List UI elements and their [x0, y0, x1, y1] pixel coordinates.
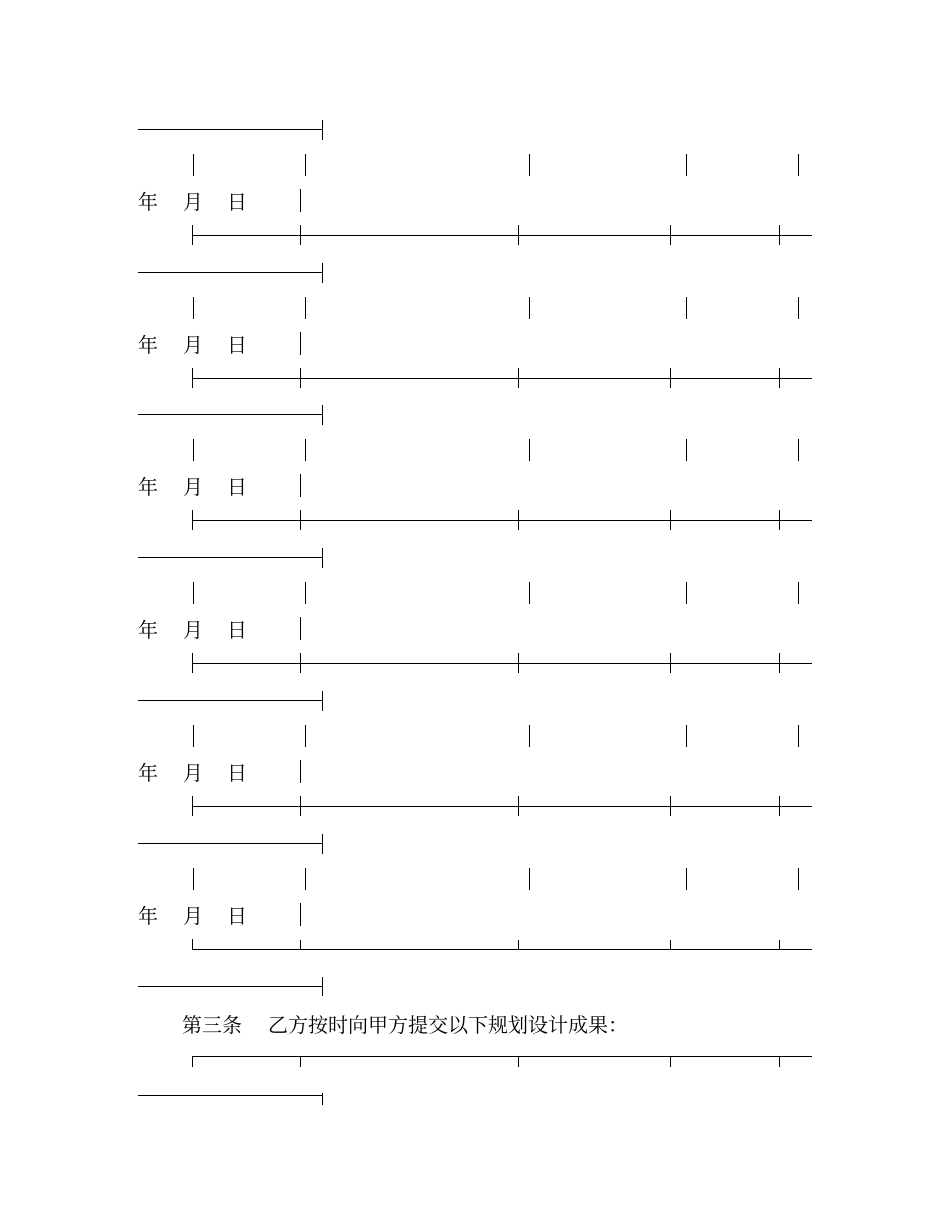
table-corner-tick [192, 1056, 193, 1067]
column-separator-tick [193, 868, 194, 890]
column-separator-tick [798, 725, 799, 747]
table-top-border [192, 1056, 812, 1057]
underline-end-tick [322, 405, 323, 425]
underline-end-tick [322, 834, 323, 854]
table-grid-tick [670, 225, 671, 245]
underline-end-tick [322, 263, 323, 283]
date-year: 年 [138, 761, 158, 785]
table-grid-tick [670, 368, 671, 388]
table-grid-tick [670, 510, 671, 530]
column-separator-tick [529, 297, 530, 319]
table-grid-tick [192, 653, 193, 673]
table-grid-tick [300, 510, 301, 530]
underline-end-tick [322, 120, 323, 140]
date-separator-tick [300, 189, 301, 212]
table-corner-tick [192, 939, 193, 950]
underline-end-tick [322, 1093, 323, 1105]
table-grid-tick [670, 1056, 671, 1067]
date-separator-tick [300, 332, 301, 355]
table-grid-tick [779, 368, 780, 388]
short-underline [138, 414, 322, 415]
table-grid-tick [300, 653, 301, 673]
column-separator-tick [529, 154, 530, 176]
table-grid-tick [779, 510, 780, 530]
column-separator-tick [193, 297, 194, 319]
table-grid-tick [300, 368, 301, 388]
table-grid-tick [670, 796, 671, 816]
column-separator-tick [686, 154, 687, 176]
column-separator-tick [305, 868, 306, 890]
column-separator-tick [798, 439, 799, 461]
table-grid-tick [779, 1056, 780, 1067]
underline-end-tick [322, 977, 323, 996]
table-grid-tick [192, 796, 193, 816]
column-separator-tick [686, 725, 687, 747]
date-separator-tick [300, 760, 301, 783]
table-grid-tick [518, 1056, 519, 1067]
table-grid-tick [779, 225, 780, 245]
table-grid-line [192, 949, 812, 950]
column-separator-tick [686, 439, 687, 461]
clause-text: 乙方按时向甲方提交以下规划设计成果： [268, 1013, 628, 1037]
date-separator-tick [300, 903, 301, 926]
column-separator-tick [798, 582, 799, 604]
date-month: 月 [183, 904, 203, 928]
table-grid-tick [192, 225, 193, 245]
clause-number: 第三条 [182, 1013, 242, 1037]
date-year: 年 [138, 475, 158, 499]
table-grid-line [192, 806, 812, 807]
date-month: 月 [183, 475, 203, 499]
table-grid-tick [300, 796, 301, 816]
table-grid-tick [518, 653, 519, 673]
table-grid-tick [670, 940, 671, 950]
column-separator-tick [193, 725, 194, 747]
table-grid-line [192, 520, 812, 521]
column-separator-tick [193, 582, 194, 604]
short-underline [138, 272, 322, 273]
table-grid-tick [300, 1056, 301, 1067]
table-grid-tick [518, 796, 519, 816]
column-separator-tick [798, 868, 799, 890]
table-grid-line [192, 663, 812, 664]
column-separator-tick [529, 725, 530, 747]
column-separator-tick [305, 582, 306, 604]
table-grid-line [192, 378, 812, 379]
column-separator-tick [686, 297, 687, 319]
date-day: 日 [227, 904, 247, 928]
column-separator-tick [686, 868, 687, 890]
table-grid-tick [518, 510, 519, 530]
short-underline [138, 700, 322, 701]
column-separator-tick [305, 439, 306, 461]
date-month: 月 [183, 190, 203, 214]
date-year: 年 [138, 618, 158, 642]
table-grid-tick [192, 368, 193, 388]
column-separator-tick [305, 725, 306, 747]
short-underline [138, 129, 322, 130]
date-day: 日 [227, 190, 247, 214]
date-year: 年 [138, 190, 158, 214]
table-grid-tick [300, 225, 301, 245]
table-grid-tick [192, 510, 193, 530]
underline-end-tick [322, 691, 323, 711]
column-separator-tick [529, 868, 530, 890]
column-separator-tick [193, 154, 194, 176]
table-grid-tick [518, 225, 519, 245]
short-underline [138, 1095, 322, 1096]
underline-end-tick [322, 548, 323, 568]
column-separator-tick [798, 297, 799, 319]
column-separator-tick [305, 297, 306, 319]
short-underline [138, 557, 322, 558]
column-separator-tick [798, 154, 799, 176]
clause-heading [182, 1013, 628, 1037]
date-month: 月 [183, 761, 203, 785]
column-separator-tick [529, 582, 530, 604]
table-grid-tick [670, 653, 671, 673]
date-year: 年 [138, 333, 158, 357]
date-month: 月 [183, 618, 203, 642]
short-underline [138, 843, 322, 844]
date-day: 日 [227, 333, 247, 357]
date-month: 月 [183, 333, 203, 357]
table-grid-line [192, 235, 812, 236]
short-underline [138, 986, 322, 987]
date-year: 年 [138, 904, 158, 928]
date-day: 日 [227, 761, 247, 785]
date-day: 日 [227, 475, 247, 499]
column-separator-tick [686, 582, 687, 604]
table-grid-tick [779, 653, 780, 673]
column-separator-tick [529, 439, 530, 461]
table-grid-tick [518, 368, 519, 388]
column-separator-tick [193, 439, 194, 461]
date-separator-tick [300, 617, 301, 640]
table-grid-tick [518, 940, 519, 950]
date-separator-tick [300, 474, 301, 497]
table-grid-tick [779, 796, 780, 816]
column-separator-tick [305, 154, 306, 176]
table-grid-tick [300, 940, 301, 950]
table-grid-tick [779, 940, 780, 950]
date-day: 日 [227, 618, 247, 642]
